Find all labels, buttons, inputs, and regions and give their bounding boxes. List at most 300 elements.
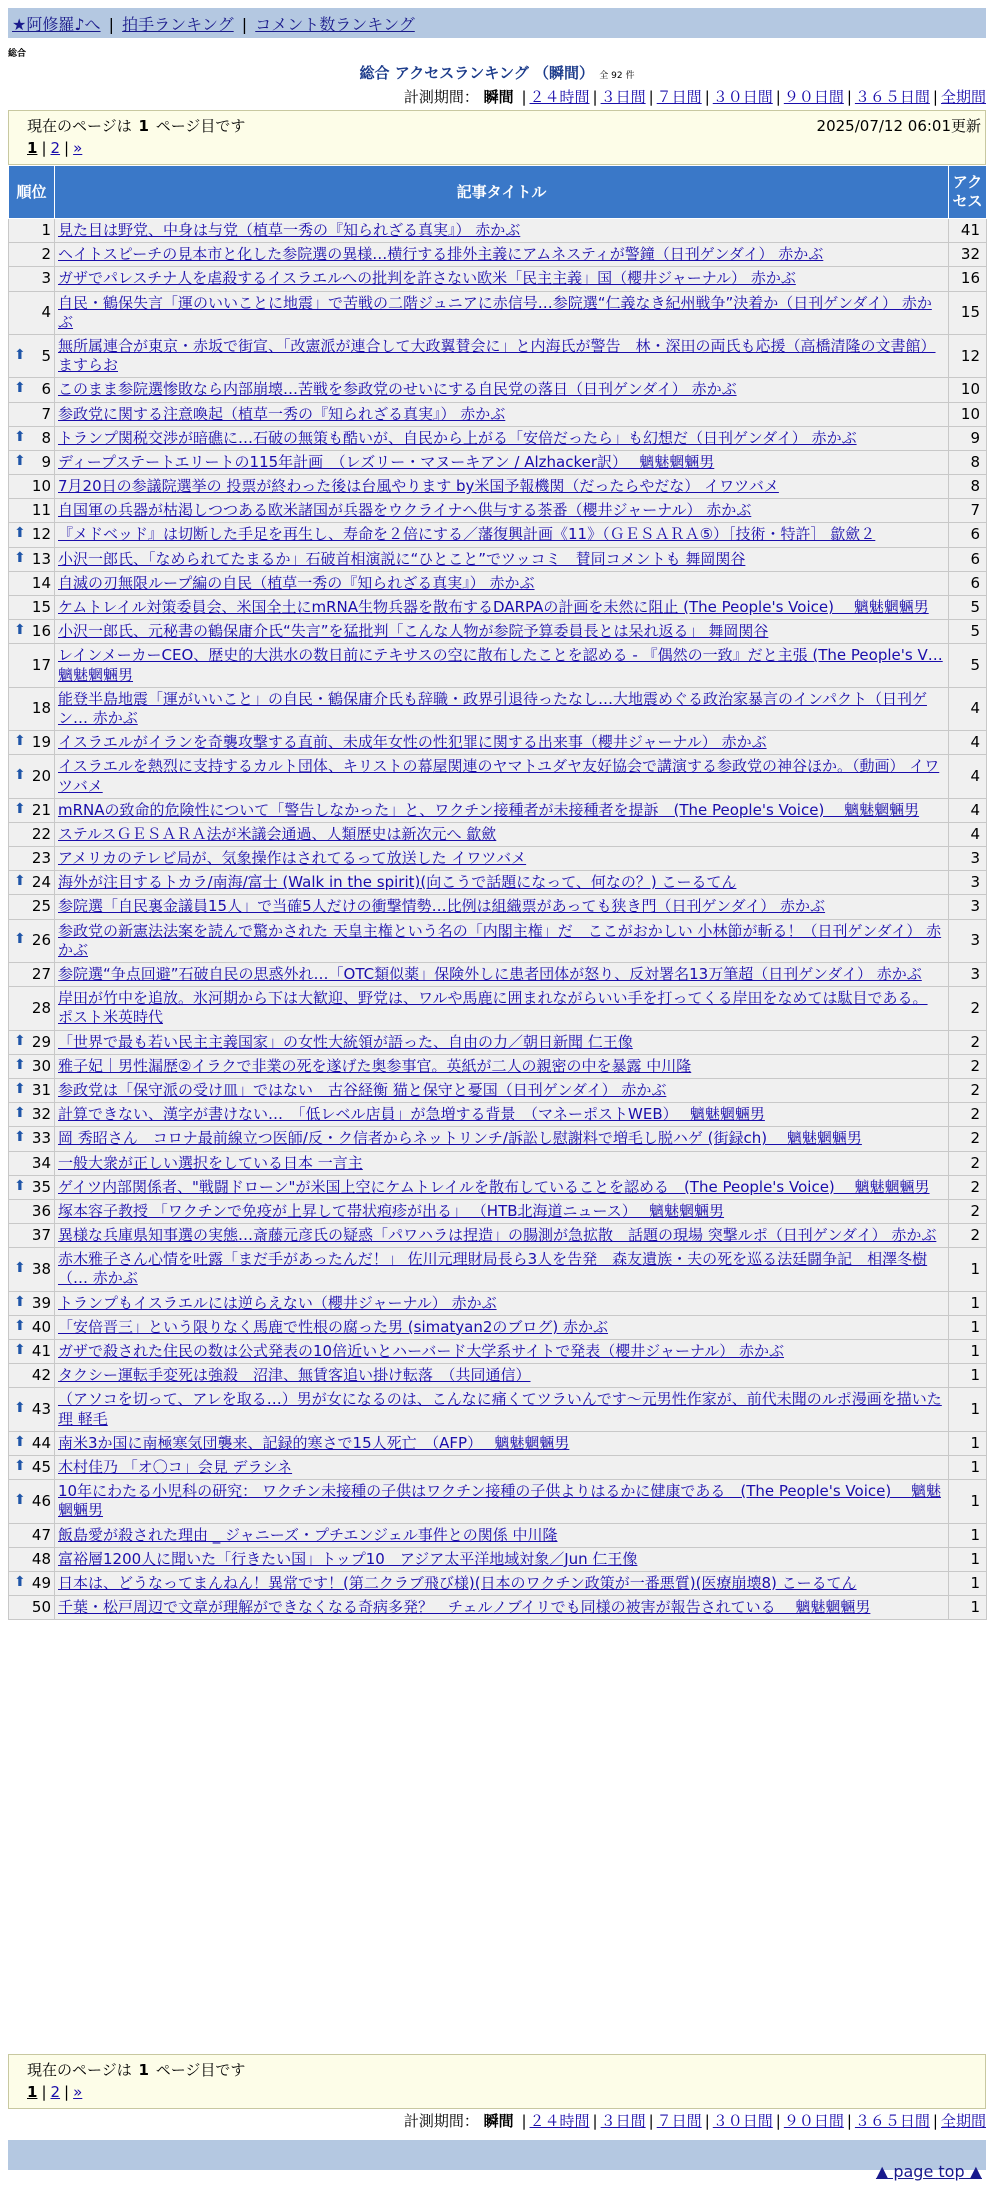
rank-cell <box>9 871 55 895</box>
access-count: 12 <box>949 334 987 377</box>
article-link[interactable]: ヘイトスピーチの見本市と化した参院選の異様…横行する排外主義にアムネスティが警鐘（日刊ゲンダイ） 赤かぶ <box>58 245 824 264</box>
rank-cell <box>9 499 55 523</box>
pager-page-2[interactable]: 2 <box>50 2083 61 2101</box>
article-link[interactable]: 海外が注目するトカラ/南海/富士 (Walk in the spirit)(向こうで話題になって、何なの？) こーるてん <box>58 873 737 892</box>
table-row <box>9 243 987 267</box>
table-row <box>9 1078 987 1102</box>
rank-cell <box>9 523 55 547</box>
access-count: 2 <box>949 1054 987 1078</box>
rank-number: 21 <box>31 800 51 819</box>
period-link-1[interactable]: ３日間 <box>600 2112 646 2130</box>
title-cell <box>55 1340 949 1364</box>
article-link[interactable]: 異様な兵庫県知事選の実態…斎藤元彦氏の疑惑「パワハラは捏造」の腸測が急拡散 話題の現場 突撃ルポ（日刊ゲンダイ） 赤かぶ <box>58 1226 937 1245</box>
table-row <box>9 1388 987 1431</box>
table-row <box>9 1364 987 1388</box>
current-page-prefix: 現在のページは <box>27 117 132 135</box>
pager-separator: | <box>41 2083 47 2101</box>
title-cell <box>55 523 949 547</box>
access-count: 1 <box>949 1596 987 1620</box>
access-count: 16 <box>949 267 987 291</box>
rank-cell <box>9 987 55 1030</box>
access-count: 9 <box>949 426 987 450</box>
table-row <box>9 895 987 919</box>
access-count: 10 <box>949 378 987 402</box>
title-cell <box>55 1175 949 1199</box>
access-count: 4 <box>949 755 987 798</box>
table-row <box>9 426 987 450</box>
rank-cell <box>9 1248 55 1291</box>
arrow-up-icon: ⬆ <box>14 1317 26 1334</box>
table-row <box>9 378 987 402</box>
rank-number: 38 <box>31 1259 51 1278</box>
title-cell <box>55 1364 949 1388</box>
rank-cell <box>9 1151 55 1175</box>
rank-cell <box>9 450 55 474</box>
article-link[interactable]: 一般大衆が正しい選択をしている日本 一言主 <box>58 1153 363 1172</box>
rank-cell <box>9 1103 55 1127</box>
title-cell <box>55 963 949 987</box>
period-separator: | <box>775 88 781 106</box>
article-link[interactable]: 自国軍の兵器が枯渇しつつある欧米諸国が兵器をウクライナへ供与する茶番（櫻井ジャーナル） 赤かぶ <box>58 501 752 520</box>
arrow-up-icon: ⬆ <box>14 1433 26 1450</box>
pager-separator: | <box>64 139 70 157</box>
page-top-link[interactable]: ▲ page top ▲ <box>875 2162 982 2181</box>
rank-number: 46 <box>31 1491 51 1510</box>
table-row <box>9 1054 987 1078</box>
arrow-up-icon: ⬆ <box>14 873 26 890</box>
rank-cell <box>9 378 55 402</box>
rank-number: 30 <box>31 1056 51 1075</box>
rank-number: 39 <box>31 1293 51 1312</box>
article-link[interactable]: 『メドベッド』は切断した手足を再生し、寿命を２倍にする／藩復興計画《11》（ＧＥＳＡＲＡ⑤）［技術・特許］ 歙歛２ <box>58 525 876 544</box>
table-row <box>9 822 987 846</box>
access-count: 32 <box>949 243 987 267</box>
current-page-text <box>27 2059 245 2080</box>
total-count: 全 92 件 <box>599 71 635 81</box>
access-count: 1 <box>949 1364 987 1388</box>
article-link[interactable]: 参政党の新憲法法案を読んで驚かされた 天皇主権という名の「内閣主権」だ ここがおかしい 小林節が斬る！（日刊ゲンダイ） 赤かぶ <box>58 921 942 959</box>
article-link[interactable]: 小沢一郎氏、元秘書の鶴保庸介氏“失言”を猛批判「こんな人物が参院予算委員長とは呆れ返る」 舞岡関谷 <box>58 622 769 641</box>
period-separator: | <box>846 2112 852 2130</box>
access-count: 1 <box>949 1523 987 1547</box>
title-cell <box>55 1547 949 1571</box>
access-count: 5 <box>949 596 987 620</box>
title-cell <box>55 426 949 450</box>
rank-number: 10 <box>31 477 51 496</box>
arrow-up-icon: ⬆ <box>14 380 26 397</box>
pager-next[interactable]: » <box>73 139 83 157</box>
period-link-3[interactable]: ３０日間 <box>712 88 773 106</box>
article-link[interactable]: 雅子妃｜男性漏歴②イラクで非業の死を遂げた奥参事官。英紙が二人の親密の中を暴露 中川隆 <box>58 1056 692 1075</box>
access-count: 2 <box>949 1078 987 1102</box>
arrow-up-icon: ⬆ <box>14 1105 26 1122</box>
ranking-table-body <box>9 219 987 1620</box>
period-separator: | <box>592 88 598 106</box>
page-info-top <box>8 110 986 165</box>
rank-number: 11 <box>31 501 51 520</box>
rank-cell <box>9 1054 55 1078</box>
article-link[interactable]: レインメーカーCEO、歴史的大洪水の数日前にテキサスの空に散布したことを認める - 『偶然の一致』だと主張 (The People's V… 魑魅魍魎男 <box>58 646 943 684</box>
title-cell <box>55 334 949 377</box>
rank-number: 8 <box>41 428 51 447</box>
pager-next[interactable]: » <box>73 2083 83 2101</box>
arrow-up-icon: ⬆ <box>14 1293 26 1310</box>
access-count: 2 <box>949 1224 987 1248</box>
table-row <box>9 1175 987 1199</box>
access-count: 4 <box>949 822 987 846</box>
article-link[interactable]: mRNAの致命的危険性について「警告しなかった」と、ワクチン接種者が未接種者を提訴 (The People's Voice) 魑魅魍魎男 <box>58 800 920 819</box>
access-count: 2 <box>949 1151 987 1175</box>
rank-number: 34 <box>31 1153 51 1172</box>
access-count: 1 <box>949 1571 987 1595</box>
access-count: 4 <box>949 798 987 822</box>
rank-cell <box>9 1596 55 1620</box>
access-count: 6 <box>949 547 987 571</box>
updated-timestamp: 2025/07/12 06:01更新 <box>816 117 981 135</box>
period-link-0[interactable]: ２４時間 <box>529 2112 590 2130</box>
title-cell <box>55 1431 949 1455</box>
nav-link-asyura-home[interactable]: ★阿修羅♪へ <box>12 15 101 34</box>
table-row <box>9 1248 987 1291</box>
header-access: アクセス <box>949 166 987 219</box>
rank-number: 4 <box>41 303 51 322</box>
rank-number: 14 <box>31 573 51 592</box>
top-nav-bar <box>8 8 986 38</box>
pager-current-page: 1 <box>27 2083 38 2101</box>
article-link[interactable]: ケムトレイル対策委員会、米国全土にmRNA生物兵器を散布するDARPAの計画を未然に阻止 (The People's Voice) 魑魅魍魎男 <box>58 598 929 616</box>
article-link[interactable]: 参院選「自民裏金議員15人」で当確5人だけの衝撃情勢…比例は組織票があっても狭き門（日刊ゲンダイ） 赤かぶ <box>58 897 826 916</box>
nav-separator: | <box>241 15 248 34</box>
table-row <box>9 871 987 895</box>
access-count: 2 <box>949 1103 987 1127</box>
rank-cell <box>9 1523 55 1547</box>
table-row <box>9 547 987 571</box>
period-separator: | <box>932 88 938 106</box>
article-link[interactable]: アメリカのテレビ局が、気象操作はされてるって放送した イワツバメ <box>58 849 527 868</box>
arrow-up-icon: ⬆ <box>14 1177 26 1194</box>
article-link[interactable]: 7月20日の参議院選挙の 投票が終わった後は台風やります by米国予報機関（だったらやだな） イワツバメ <box>58 477 779 496</box>
period-link-1[interactable]: ３日間 <box>600 88 646 106</box>
article-link[interactable]: 「安倍晋三」という限りなく馬鹿で性根の腐った男 (simatyan2のブログ) 赤かぶ <box>58 1317 609 1336</box>
category-label: 総合 <box>8 49 27 59</box>
article-link[interactable]: ガザで殺された住民の数は公式発表の10倍近いとハーバード大学系サイトで発表（櫻井ジャーナル） 赤かぶ <box>58 1342 785 1360</box>
article-link[interactable]: トランプ関税交渉が暗礁に…石破の無策も酷いが、自民から上がる「安倍だったら」も幻想だ（日刊ゲンダイ） 赤かぶ <box>58 428 857 447</box>
article-link[interactable]: 能登半島地震「運がいいこと」の自民・鶴保庸介氏も辞職・政界引退待ったなし…大地震めぐる政治家暴言のインパクト（日刊ゲン… 赤かぶ <box>58 689 927 727</box>
title-cell <box>55 475 949 499</box>
arrow-up-icon: ⬆ <box>14 346 26 363</box>
table-row <box>9 1596 987 1620</box>
page-top-link-wrap <box>876 2162 982 2181</box>
article-link[interactable]: （アソコを切って、アレを取る…）男が女になるのは、こんなに痛くてツラいんです〜元男性作家が、前代未聞のルポ漫画を描いた理 軽毛 <box>58 1390 942 1428</box>
title-cell <box>55 499 949 523</box>
table-header-row <box>9 166 987 219</box>
nav-separator: | <box>108 15 115 34</box>
article-link[interactable]: 富裕層1200人に聞いた「行きたい国」トップ10 アジア太平洋地域対象／Jun 仁王像 <box>58 1549 638 1568</box>
access-count: 1 <box>949 1455 987 1479</box>
rank-number: 7 <box>41 404 51 423</box>
article-link[interactable]: このまま参院選惨敗なら内部崩壊…苦戦を参政党のせいにする自民党の落日（日刊ゲンダイ） 赤かぶ <box>58 380 737 399</box>
table-row <box>9 1315 987 1339</box>
access-count: 2 <box>949 1199 987 1223</box>
rank-number: 45 <box>31 1457 51 1476</box>
title-cell <box>55 620 949 644</box>
title-cell <box>55 450 949 474</box>
article-link[interactable]: 日本は、どうなってまんねん！異常です！(第二クラブ飛び様)(日本のワクチン政策が一番悪質)(医療崩壊8) こーるてん <box>58 1573 857 1592</box>
period-separator: | <box>704 88 710 106</box>
title-cell <box>55 1523 949 1547</box>
title-cell <box>55 644 949 687</box>
article-link[interactable]: 赤木雅子さん心情を吐露「まだ手があったんだ！」 佐川元理財局長ら3人を告発 森友遺族・夫の死を巡る法廷闘争記 相澤冬樹（… 赤かぶ <box>58 1250 928 1288</box>
rank-cell <box>9 1364 55 1388</box>
title-cell <box>55 1030 949 1054</box>
period-selector-top <box>404 86 986 107</box>
arrow-up-icon: ⬆ <box>14 800 26 817</box>
period-link-6[interactable]: 全期間 <box>940 2112 986 2130</box>
table-row <box>9 499 987 523</box>
rank-number: 19 <box>31 733 51 752</box>
page-title <box>0 62 994 83</box>
ranking-table <box>8 165 987 1620</box>
title-cell <box>55 1291 949 1315</box>
table-row <box>9 644 987 687</box>
title-cell <box>55 219 949 243</box>
rank-number: 24 <box>31 873 51 892</box>
rank-cell <box>9 547 55 571</box>
header-rank: 順位 <box>9 166 55 219</box>
access-count: 1 <box>949 1340 987 1364</box>
table-row <box>9 963 987 987</box>
arrow-up-icon: ⬆ <box>14 766 26 783</box>
period-link-2[interactable]: ７日間 <box>656 2112 702 2130</box>
pager-separator: | <box>41 139 47 157</box>
period-label: 計測期間： <box>403 2112 479 2130</box>
period-link-5[interactable]: ３６５日間 <box>854 88 930 106</box>
rank-cell <box>9 426 55 450</box>
rank-cell <box>9 1078 55 1102</box>
article-link[interactable]: トランプもイスラエルには逆らえない（櫻井ジャーナル） 赤かぶ <box>58 1293 497 1312</box>
arrow-up-icon: ⬆ <box>14 931 26 948</box>
table-row <box>9 1030 987 1054</box>
access-count: 2 <box>949 1175 987 1199</box>
table-row <box>9 1224 987 1248</box>
article-link[interactable]: 見た目は野党、中身は与党（植草一秀の『知られざる真実』） 赤かぶ <box>58 221 521 239</box>
rank-cell <box>9 1291 55 1315</box>
title-cell <box>55 378 949 402</box>
period-link-5[interactable]: ３６５日間 <box>854 2112 930 2130</box>
table-row <box>9 1523 987 1547</box>
rank-number: 20 <box>31 766 51 785</box>
arrow-up-icon: ⬆ <box>14 1342 26 1358</box>
arrow-up-icon: ⬆ <box>14 1129 26 1146</box>
table-row <box>9 596 987 620</box>
arrow-up-icon: ⬆ <box>14 452 26 469</box>
title-cell <box>55 919 949 962</box>
table-row <box>9 1547 987 1571</box>
access-count: 6 <box>949 571 987 595</box>
article-link[interactable]: 10年にわたる小児科の研究： ワクチン未接種の子供はワクチン接種の子供よりはるかに健康である (The People's Voice) 魑魅魍魎男 <box>58 1482 941 1520</box>
table-row <box>9 219 987 243</box>
article-link[interactable]: 塚本容子教授 「ワクチンで免疫が上昇して帯状疱疹が出る」 （HTB北海道ニュース） 魑魅魍魎男 <box>58 1201 725 1220</box>
pager-page-2[interactable]: 2 <box>50 139 61 157</box>
table-row <box>9 1431 987 1455</box>
table-row <box>9 1455 987 1479</box>
rank-number: 33 <box>31 1129 51 1148</box>
access-count: 6 <box>949 523 987 547</box>
article-link[interactable]: 計算できない、漢字が書けない… 「低レベル店員」が急増する背景 （マネーポストWEB） 魑魅魍魎男 <box>58 1105 765 1124</box>
rank-number: 35 <box>31 1177 51 1196</box>
rank-number: 26 <box>31 931 51 950</box>
rank-number: 47 <box>31 1525 51 1544</box>
rank-number: 36 <box>31 1201 51 1220</box>
page-title-text: 総合 アクセスランキング （瞬間） <box>359 64 595 82</box>
period-link-4[interactable]: ９０日間 <box>783 2112 844 2130</box>
title-cell <box>55 1388 949 1431</box>
title-cell <box>55 1224 949 1248</box>
rank-number: 2 <box>41 245 51 264</box>
rank-number: 6 <box>41 380 51 399</box>
title-cell <box>55 1054 949 1078</box>
title-cell <box>55 1571 949 1595</box>
access-count: 4 <box>949 731 987 755</box>
rank-cell <box>9 1175 55 1199</box>
rank-number: 50 <box>31 1598 51 1617</box>
rank-number: 41 <box>31 1342 51 1360</box>
rank-cell <box>9 847 55 871</box>
current-page-suffix: ページ目です <box>155 2061 246 2079</box>
article-link[interactable]: 自滅の刃無限ループ編の自民（植草一秀の『知られざる真実』） 赤かぶ <box>58 573 535 592</box>
article-link[interactable]: イスラエルを熱烈に支持するカルト団体、キリストの幕屋関連のヤマトユダヤ友好協会で講演する参政党の神谷ほか。（動画） イワツバメ <box>58 757 940 795</box>
title-cell <box>55 895 949 919</box>
article-link[interactable]: 千葉・松戸周辺で文章が理解ができなくなる奇病多発？ チェルノブイリでも同様の被害が報告されている 魑魅魍魎男 <box>58 1598 871 1617</box>
article-link[interactable]: 無所属連合が東京・赤坂で街宣、「改憲派が連合して大政翼賛会に」と内海氏が警告 林・深田の両氏も応援（高橋清隆の文書館） ますらお <box>58 336 936 375</box>
rank-cell <box>9 1480 55 1523</box>
rank-cell <box>9 596 55 620</box>
rank-number: 9 <box>41 452 51 471</box>
period-link-6[interactable]: 全期間 <box>940 88 986 106</box>
rank-cell <box>9 1431 55 1455</box>
rank-number: 1 <box>41 221 51 239</box>
article-link[interactable]: ガザでパレスチナ人を虐殺するイスラエルへの批判を許さない欧米「民主主義」国（櫻井ジャーナル） 赤かぶ <box>58 269 796 288</box>
article-link[interactable]: 岡 秀昭さん コロナ最前線立つ医師/反・ク信者からネットリンチ/訴訟し慰謝料で増毛し脱ハゲ (街録ch) 魑魅魍魎男 <box>58 1129 862 1148</box>
title-cell <box>55 291 949 334</box>
table-row <box>9 291 987 334</box>
table-row <box>9 267 987 291</box>
article-link[interactable]: イスラエルがイランを奇襲攻撃する直前、未成年女性の性犯罪に関する出来事（櫻井ジャーナル） 赤かぶ <box>58 733 767 752</box>
current-page-text <box>27 115 245 136</box>
rank-number: 29 <box>31 1032 51 1051</box>
table-row <box>9 402 987 426</box>
article-link[interactable]: 「世界で最も若い民主主義国家」の女性大統領が語った、自由の力／朝日新聞 仁王像 <box>58 1032 633 1051</box>
article-link[interactable]: ゲイツ内部関係者、"戦闘ドローン"が米国上空にケムトレイルを散布していることを認める (The People's Voice) 魑魅魍魎男 <box>58 1177 930 1196</box>
arrow-up-icon: ⬆ <box>14 1573 26 1590</box>
pager-top <box>27 139 82 157</box>
title-cell <box>55 571 949 595</box>
article-link[interactable]: ディープステートエリートの115年計画 （レズリー・マヌーキアン / Alzhacker訳） 魑魅魍魎男 <box>58 452 715 471</box>
period-link-0[interactable]: ２４時間 <box>529 88 590 106</box>
title-cell <box>55 755 949 798</box>
rank-number: 42 <box>31 1366 51 1385</box>
article-link[interactable]: 木村佳乃 「オ〇コ」会見 デラシネ <box>58 1457 293 1476</box>
article-link[interactable]: 飯島愛が殺された理由 _ ジャニーズ・プチエンジェル事件との関係 中川隆 <box>58 1525 558 1544</box>
article-link[interactable]: 自民・鶴保失言「運のいいことに地震」で苦戦の二階ジュニアに赤信号…参院選“仁義なき紀州戦争”決着か（日刊ゲンダイ） 赤かぶ <box>58 293 932 331</box>
title-cell <box>55 1151 949 1175</box>
arrow-up-icon: ⬆ <box>14 525 26 542</box>
access-count: 5 <box>949 620 987 644</box>
title-cell <box>55 243 949 267</box>
title-cell <box>55 731 949 755</box>
article-link[interactable]: 小沢一郎氏、「なめられてたまるか」石破首相演説に“ひとこと”でツッコミ 賛同コメントも 舞岡関谷 <box>58 549 746 568</box>
rank-cell <box>9 571 55 595</box>
nav-link-applause-ranking[interactable]: 拍手ランキング <box>122 15 234 34</box>
period-link-4[interactable]: ９０日間 <box>783 88 844 106</box>
rank-number: 22 <box>31 824 51 843</box>
period-separator: | <box>704 2112 710 2130</box>
rank-cell <box>9 1127 55 1151</box>
footer-bar <box>8 2140 986 2170</box>
title-cell <box>55 1127 949 1151</box>
period-separator: | <box>521 2112 527 2130</box>
title-cell <box>55 1455 949 1479</box>
article-link[interactable]: ステルスＧＥＳＡＲＡ法が米議会通過、人類歴史は新次元へ 歙歛 <box>58 824 497 843</box>
access-count: 1 <box>949 1480 987 1523</box>
arrow-up-icon: ⬆ <box>14 622 26 639</box>
arrow-up-icon: ⬆ <box>14 428 26 445</box>
access-count: 3 <box>949 847 987 871</box>
current-page-suffix: ページ目です <box>155 117 246 135</box>
rank-cell <box>9 267 55 291</box>
period-link-3[interactable]: ３０日間 <box>712 2112 773 2130</box>
access-count: 8 <box>949 475 987 499</box>
period-links <box>518 2112 986 2130</box>
article-link[interactable]: 参政党は「保守派の受け皿」ではない 古谷経衡 猫と保守と憂国（日刊ゲンダイ） 赤かぶ <box>58 1080 667 1099</box>
title-cell <box>55 1315 949 1339</box>
access-count: 1 <box>949 1431 987 1455</box>
table-row <box>9 798 987 822</box>
access-count: 1 <box>949 1388 987 1431</box>
rank-number: 27 <box>31 965 51 983</box>
rank-cell <box>9 620 55 644</box>
article-link[interactable]: 参院選“争点回避”石破自民の思惑外れ…「OTC類似薬」保険外しに患者団体が怒り、反対署名13万筆超（日刊ゲンダイ） 赤かぶ <box>58 965 922 983</box>
title-cell <box>55 596 949 620</box>
period-separator: | <box>648 2112 654 2130</box>
title-cell <box>55 1248 949 1291</box>
title-cell <box>55 987 949 1030</box>
title-cell <box>55 1078 949 1102</box>
title-cell <box>55 1199 949 1223</box>
article-link[interactable]: 南米3か国に南極寒気団襲来、記録的寒さで15人死亡 （AFP） 魑魅魍魎男 <box>58 1433 570 1452</box>
period-link-2[interactable]: ７日間 <box>656 88 702 106</box>
arrow-up-icon: ⬆ <box>14 1491 26 1508</box>
access-count: 2 <box>949 987 987 1030</box>
rank-cell <box>9 687 55 730</box>
rank-number: 28 <box>31 998 51 1017</box>
rank-number: 23 <box>31 849 51 868</box>
article-link[interactable]: タクシー運転手変死は強殺 沼津、無賃客追い掛け転落 （共同通信） <box>58 1366 531 1385</box>
period-separator: | <box>846 88 852 106</box>
nav-link-comment-ranking[interactable]: コメント数ランキング <box>255 15 415 34</box>
article-link[interactable]: 参政党に関する注意喚起（植草一秀の『知られざる真実』） 赤かぶ <box>58 404 506 423</box>
title-cell <box>55 871 949 895</box>
title-cell <box>55 1480 949 1523</box>
access-count: 10 <box>949 402 987 426</box>
period-separator: | <box>775 2112 781 2130</box>
table-row <box>9 1571 987 1595</box>
access-count: 3 <box>949 963 987 987</box>
title-cell <box>55 1596 949 1620</box>
table-row <box>9 571 987 595</box>
rank-cell <box>9 402 55 426</box>
article-link[interactable]: 岸田が竹中を追放。氷河期から下は大歓迎、野党は、ワルや馬鹿に囲まれながらいい手を打ってくる岸田をなめては駄目である。 ポスト米英時代 <box>58 989 928 1027</box>
